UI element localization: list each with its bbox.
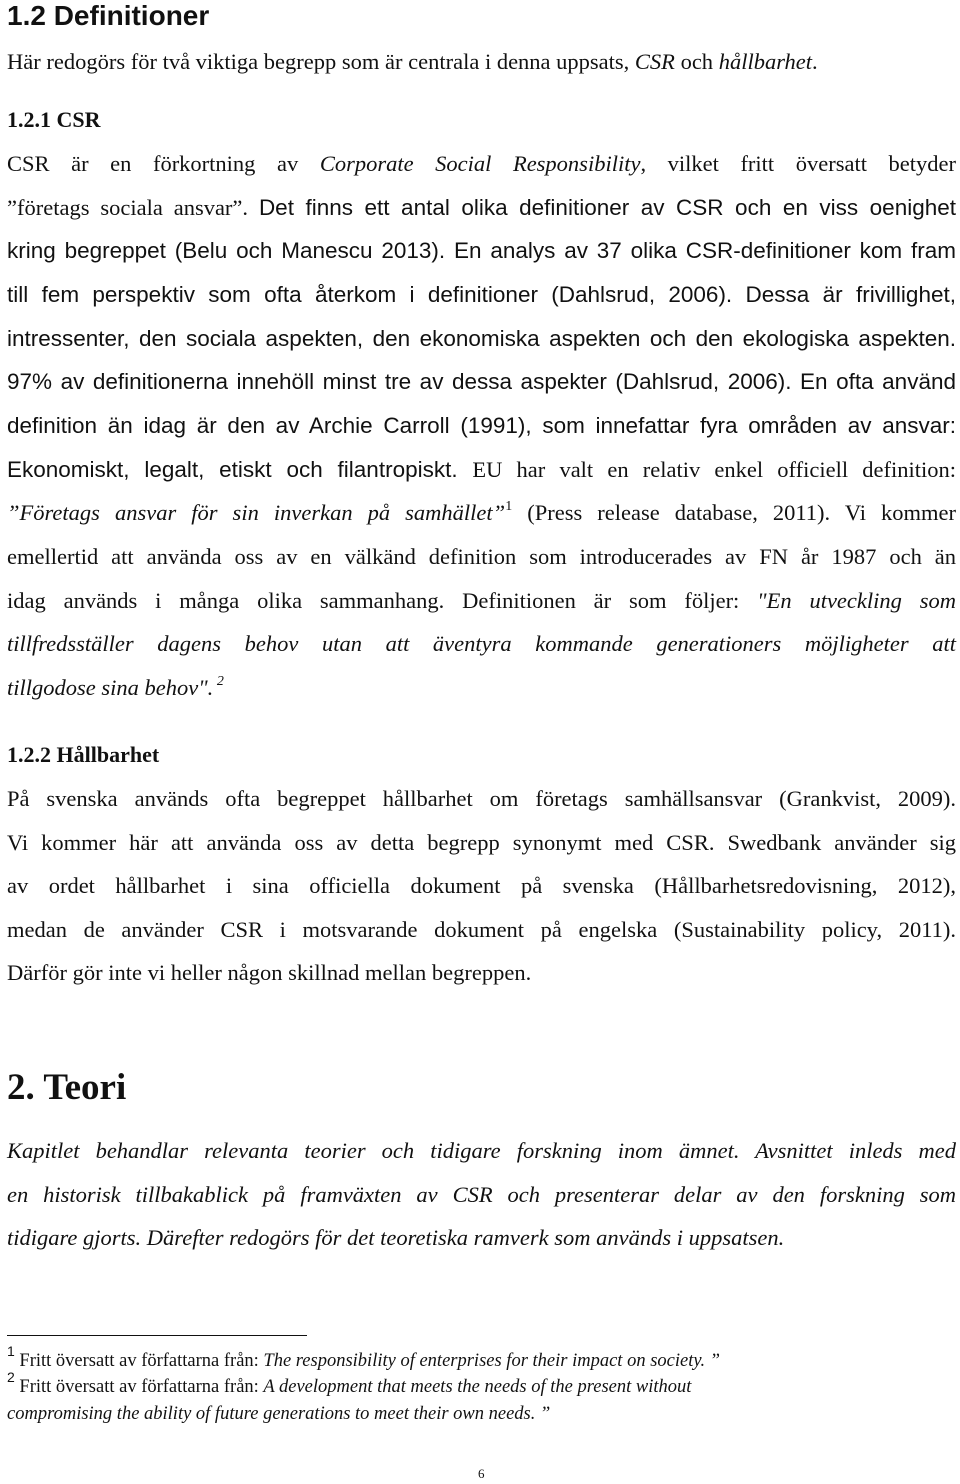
text-line: kring begreppet (Belu och Manescu 2013). En analys av 37 olika CSR-definitioner kom fram bbox=[7, 238, 956, 263]
subsection-heading-csr: 1.2.1 CSR bbox=[7, 107, 101, 132]
footnote-2-continuation: compromising the ability of future generations to meet their own needs. ” bbox=[7, 1404, 551, 1424]
subsection-heading-hallbarhet: 1.2.2 Hållbarhet bbox=[7, 742, 160, 767]
intro-paragraph: Här redogörs för två viktiga begrepp som är centrala i denna uppsats, CSR och hållbarhet. bbox=[7, 49, 818, 74]
text-line: ”företags sociala ansvar”. Det finns ett antal olika definitioner av CSR och en viss oenighet bbox=[7, 195, 956, 220]
text-line: till fem perspektiv som ofta återkom i definitioner (Dahlsrud, 2006). Dessa är frivillighet, bbox=[7, 282, 956, 307]
text-line: definition än idag är den av Archie Carroll (1991), som innefattar fyra områden av ansvar: bbox=[7, 413, 956, 438]
text-line: tidigare gjorts. Därefter redogörs för det teoretiska ramverk som används i uppsatsen. bbox=[7, 1225, 785, 1250]
footnote-1: $^1$ Fritt översatt av författarna från: The responsibility of enterprises for their impact on society. ” bbox=[7, 1343, 721, 1371]
page-number: 6 bbox=[478, 1466, 485, 1481]
text-line: CSR är en förkortning av Corporate Social Responsibility, vilket fritt översatt betyder bbox=[7, 151, 957, 176]
chapter-heading: 2. Teori bbox=[7, 1067, 127, 1108]
text-line: intressenter, den sociala aspekten, den ekonomiska aspekten och den ekologiska aspekten. bbox=[7, 326, 956, 351]
text-line: tillgodose sina behov". $^2$ bbox=[7, 674, 224, 700]
text-line: Kapitlet behandlar relevanta teorier och tidigare forskning inom ämnet. Avsnittet inleds med bbox=[7, 1138, 956, 1163]
text-line: av ordet hållbarhet i sina officiella dokument på svenska (Hållbarhetsredovisning, 2012), bbox=[7, 873, 956, 898]
text-line: Därför gör inte vi heller någon skillnad mellan begreppen. bbox=[7, 960, 532, 985]
text-line: 97% av definitionerna innehöll minst tre av dessa aspekter (Dahlsrud, 2006). En ofta använd bbox=[7, 369, 956, 394]
text-line: ”Företags ansvar för sin inverkan på samhället”$^1$ (Press release database, 2011). Vi kommer bbox=[7, 499, 956, 525]
footnote-divider bbox=[7, 1335, 307, 1336]
text-line: idag används i många olika sammanhang. Definitionen är som följer: "En utveckling som bbox=[7, 588, 956, 613]
text-line: På svenska används ofta begreppet hållbarhet om företags samhällsansvar (Grankvist, 2009). bbox=[7, 786, 956, 811]
text-line: Vi kommer här att använda oss av detta begrepp synonymt med CSR. Swedbank använder sig bbox=[7, 830, 956, 855]
text-line: en historisk tillbakablick på framväxten av CSR och presenterar delar av den forskning som bbox=[7, 1182, 956, 1207]
footnote-ref-2: 2 bbox=[213, 674, 224, 689]
text-line: medan de använder CSR i motsvarande dokument på engelska (Sustainability policy, 2011). bbox=[7, 917, 956, 942]
footnote-ref-1: 1 bbox=[505, 499, 513, 514]
text-line: Ekonomiskt, legalt, etiskt och filantropiskt. EU har valt en relativ enkel officiell definition: bbox=[7, 457, 956, 482]
section-heading: 1.2 Definitioner bbox=[7, 0, 210, 31]
footnote-2: $^2$ Fritt översatt av författarna från: A development that meets the needs of the present without bbox=[7, 1369, 692, 1397]
text-line: tillfredsställer dagens behov utan att äventyra kommande generationers möjligheter att bbox=[7, 631, 956, 656]
text-line: emellertid att använda oss av en välkänd definition som introducerades av FN år 1987 och än bbox=[7, 544, 956, 569]
